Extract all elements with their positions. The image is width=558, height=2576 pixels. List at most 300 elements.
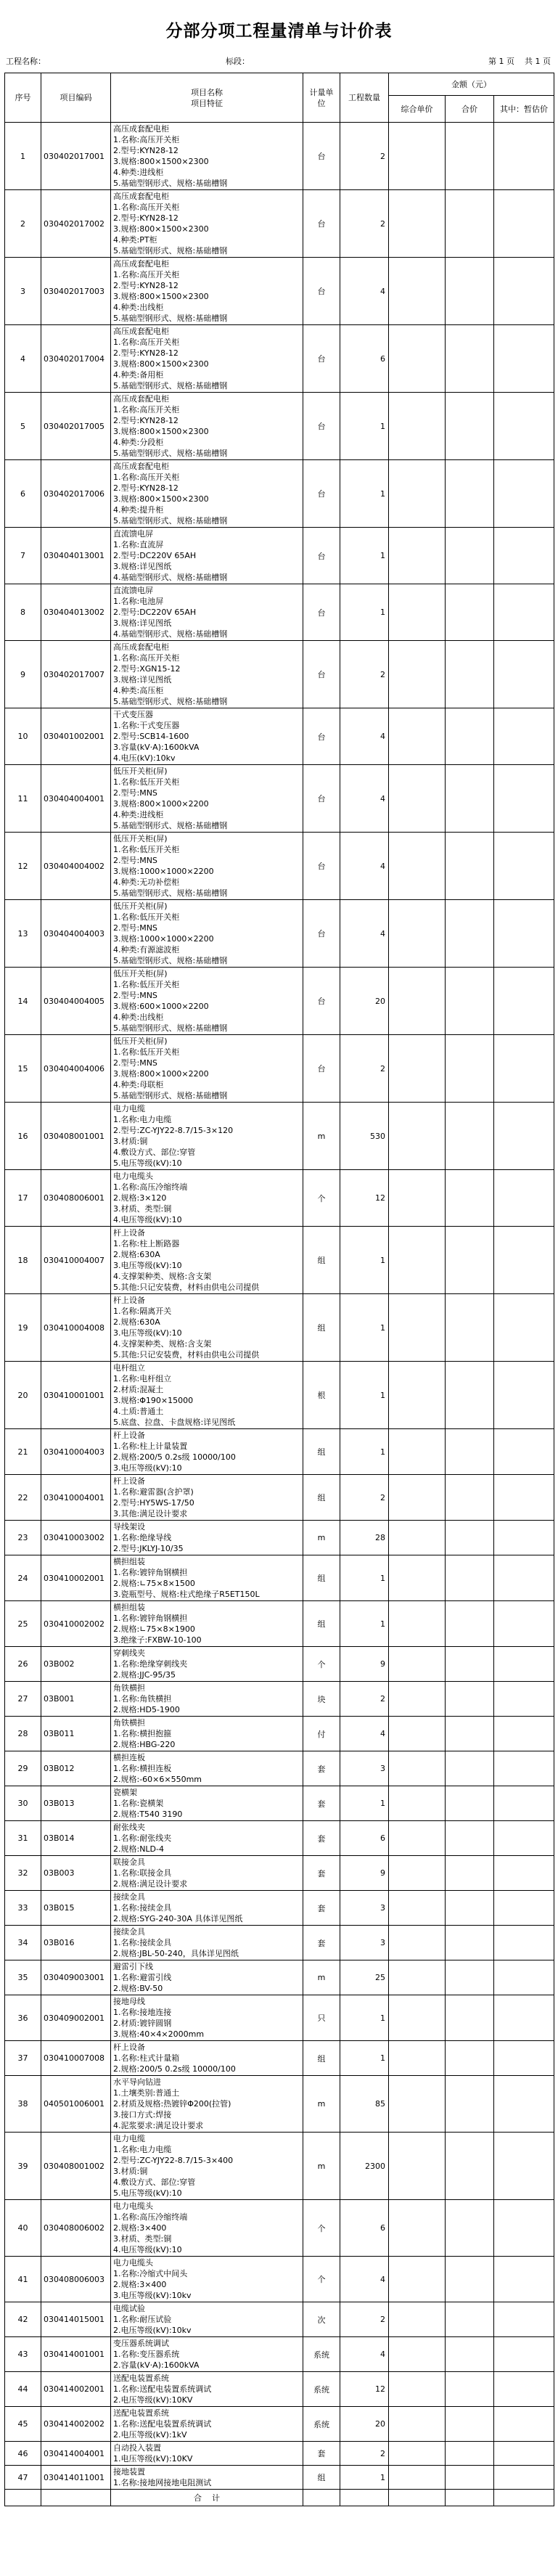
table-row: [5, 2466, 554, 2490]
item-feature: 1.名称:高压开关柜: [113, 473, 180, 482]
item-feature: 1.名称:耐张线夹: [113, 1833, 172, 1843]
provisional-price-cell: [494, 968, 554, 1035]
provisional-price-cell: [494, 1601, 554, 1647]
provisional-price-cell: [494, 2257, 554, 2302]
item-feature: 1.名称:电杆组立: [113, 1374, 172, 1383]
item-feature: 1.名称:避雷引线: [113, 1973, 172, 1982]
table-row: [5, 1751, 554, 1786]
item-name: 横担组装: [113, 1557, 145, 1566]
item-feature: 1.土壤类别:普通土: [113, 2088, 180, 2098]
unit-cell: 台: [303, 641, 340, 708]
item-name: 送配电装置系统: [113, 2373, 169, 2383]
item-feature: 2.型号:KYN28-12: [113, 416, 179, 425]
unit-cell: 套: [303, 1821, 340, 1856]
item-feature: 2.型号:MNS: [113, 856, 157, 865]
quantity-cell: 6: [340, 325, 389, 393]
item-name: 杆上设备: [113, 1296, 145, 1305]
name-feature-cell: [111, 584, 303, 641]
quantity-cell: 1: [340, 460, 389, 528]
seq-cell: 32: [5, 1856, 41, 1891]
item-name: 接续金具: [113, 1892, 145, 1902]
item-feature: 2.电压等级(kV):10KV: [113, 2395, 193, 2405]
provisional-price-cell: [494, 258, 554, 325]
name-feature-cell: [111, 460, 303, 528]
seq-cell: 30: [5, 1786, 41, 1821]
name-feature-cell: [111, 2076, 303, 2133]
item-feature: 3.绝缘子:FXBW-10-100: [113, 1635, 202, 1645]
quantity-cell: 2: [340, 1035, 389, 1103]
seq-cell: 35: [5, 1960, 41, 1995]
quantity-cell: 12: [340, 2372, 389, 2407]
seq-cell: 7: [5, 528, 41, 584]
item-feature: 2.型号:ZC-YJY22-8.7/15-3×120: [113, 1126, 234, 1135]
total-price-cell: [446, 2076, 494, 2133]
provisional-price-cell: [494, 1751, 554, 1786]
item-feature: 1.名称:电力电缆: [113, 1115, 172, 1124]
provisional-price-cell: [494, 1891, 554, 1926]
item-feature: 5.基础型钢形式、规格:基础槽钢: [113, 314, 228, 323]
provisional-price-cell: [494, 1821, 554, 1856]
item-feature: 5.电压等级(kV):10: [113, 1158, 182, 1168]
unit-cell: 台: [303, 528, 340, 584]
code-cell: 030409003001: [41, 1960, 111, 1995]
item-feature: 2.规格:3×400: [113, 2223, 167, 2233]
item-feature: 2.材质:镀锌圆钢: [113, 2019, 172, 2028]
item-name: 联接金具: [113, 1857, 145, 1867]
item-feature: 2.型号:KYN28-12: [113, 483, 179, 493]
quantity-cell: 1: [340, 528, 389, 584]
item-feature: 1.名称:高压冷缩终端: [113, 2212, 188, 2222]
item-feature: 2.型号:KYN28-12: [113, 213, 179, 223]
item-feature: 5.基础型钢形式、规格:基础槽钢: [113, 179, 228, 188]
quantity-cell: 4: [340, 1717, 389, 1751]
total-price-cell: [446, 1751, 494, 1786]
unit-cell: 付: [303, 1717, 340, 1751]
item-feature: 4.种类:进线柜: [113, 168, 164, 177]
name-feature-cell: [111, 1856, 303, 1891]
item-feature: 4.电压(kV):10kv: [113, 753, 176, 763]
quantity-cell: 4: [340, 900, 389, 968]
name-feature-cell: [111, 1717, 303, 1751]
total-price-cell: [446, 708, 494, 765]
table-row: [5, 2133, 554, 2200]
code-cell: 030404004005: [41, 968, 111, 1035]
quantity-cell: 2: [340, 1475, 389, 1521]
unit-price-cell: [389, 2041, 446, 2076]
code-cell: 03B015: [41, 1891, 111, 1926]
item-feature: 1.名称:耐压试验: [113, 2315, 172, 2324]
item-name: 低压开关柜(屏): [113, 834, 168, 843]
unit-price-cell: [389, 1103, 446, 1170]
total-price-cell: [446, 393, 494, 460]
total-price-cell: [446, 900, 494, 968]
item-feature: 1.名称:绝缘导线: [113, 1533, 172, 1542]
item-feature: 2.型号:KYN28-12: [113, 348, 179, 358]
item-name: 干式变压器: [113, 710, 153, 719]
seq-cell: 41: [5, 2257, 41, 2302]
item-feature: 1.名称:绝缘穿刺线夹: [113, 1659, 188, 1669]
table-row: [5, 2200, 554, 2257]
item-feature: 5.其他:只记安装费，材料由供电公司提供: [113, 1283, 260, 1292]
provisional-price-cell: [494, 528, 554, 584]
unit-cell: 只: [303, 1995, 340, 2041]
item-feature: 1.名称:柱上断路器: [113, 1239, 180, 1248]
item-name: 电杆组立: [113, 1363, 145, 1373]
item-feature: 2.规格:JBL-50-240，具体详见图纸: [113, 1949, 239, 1958]
item-feature: 2.容量(kV·A):1600kVA: [113, 2360, 200, 2370]
item-feature: 3.规格:800×1000×2200: [113, 1069, 209, 1079]
code-cell: 030410001001: [41, 1362, 111, 1429]
item-feature: 1.名称:瓷横架: [113, 1799, 164, 1808]
unit-price-cell: [389, 123, 446, 190]
unit-cell: 台: [303, 708, 340, 765]
quantity-cell: 4: [340, 258, 389, 325]
unit-cell: 组: [303, 1475, 340, 1521]
item-name: 低压开关柜(屏): [113, 1036, 168, 1046]
seq-cell: 8: [5, 584, 41, 641]
seq-cell: 34: [5, 1926, 41, 1960]
item-feature: 1.名称:避雷器(含护罩): [113, 1487, 194, 1497]
item-feature: 1.名称:冷缩式中间头: [113, 2269, 188, 2278]
header-total-price: 合价: [446, 96, 494, 123]
header-seq: 序号: [5, 73, 41, 123]
code-cell: 030404013002: [41, 584, 111, 641]
unit-cell: 套: [303, 2442, 340, 2466]
code-cell: 030410004007: [41, 1227, 111, 1294]
total-price-cell: [446, 528, 494, 584]
unit-price-cell: [389, 1035, 446, 1103]
unit-price-cell: [389, 2442, 446, 2466]
quantity-cell: 4: [340, 833, 389, 900]
item-feature: 1.名称:低压开关柜: [113, 777, 180, 787]
unit-price-cell: [389, 1521, 446, 1555]
table-row: [5, 2407, 554, 2442]
item-feature: 1.名称:镀锌角钢横担: [113, 1568, 188, 1577]
total-code-cell: [41, 2490, 111, 2506]
item-name: 水平导向钻进: [113, 2077, 161, 2087]
item-name: 电力电缆头: [113, 2201, 153, 2211]
name-feature-cell: [111, 2200, 303, 2257]
quantity-cell: 1: [340, 1786, 389, 1821]
unit-cell: 系统: [303, 2372, 340, 2407]
item-feature: 3.电压等级(kV):10: [113, 1261, 182, 1270]
header-amount: 金额（元）: [389, 73, 554, 96]
provisional-price-cell: [494, 1035, 554, 1103]
item-feature: 1.名称:隔离开关: [113, 1307, 172, 1316]
unit-cell: 套: [303, 1891, 340, 1926]
total-provisional-cell: [494, 2490, 554, 2506]
seq-cell: 22: [5, 1475, 41, 1521]
unit-price-cell: [389, 1555, 446, 1601]
unit-cell: m: [303, 1521, 340, 1555]
seq-cell: 2: [5, 190, 41, 258]
item-feature: 3.电压等级(kV):10: [113, 1463, 182, 1473]
seq-cell: 17: [5, 1170, 41, 1227]
provisional-price-cell: [494, 584, 554, 641]
item-feature: 5.其他:只记安装费，材料由供电公司提供: [113, 1350, 260, 1359]
unit-cell: 组: [303, 2466, 340, 2490]
unit-cell: 台: [303, 1035, 340, 1103]
item-feature: 4.土质:普通土: [113, 1407, 164, 1416]
unit-cell: 块: [303, 1682, 340, 1717]
name-feature-cell: [111, 2133, 303, 2200]
code-cell: 030414002001: [41, 2372, 111, 2407]
seq-cell: 33: [5, 1891, 41, 1926]
item-feature: 3.瓷瓶型号、规格:柱式绝缘子R5ET150L: [113, 1590, 260, 1599]
provisional-price-cell: [494, 1521, 554, 1555]
table-row: [5, 325, 554, 393]
code-cell: 030408001002: [41, 2133, 111, 2200]
seq-cell: 10: [5, 708, 41, 765]
unit-price-cell: [389, 900, 446, 968]
unit-price-cell: [389, 1717, 446, 1751]
provisional-price-cell: [494, 2302, 554, 2337]
total-price-cell: [446, 190, 494, 258]
item-name: 接地母线: [113, 1997, 145, 2006]
total-price-cell: [446, 2302, 494, 2337]
seq-cell: 29: [5, 1751, 41, 1786]
table-row: [5, 393, 554, 460]
quantity-cell: 530: [340, 1103, 389, 1170]
unit-price-cell: [389, 2372, 446, 2407]
name-feature-cell: [111, 2337, 303, 2372]
provisional-price-cell: [494, 1227, 554, 1294]
document-info-line: [4, 55, 554, 68]
header-name: 项目名称: [191, 87, 223, 97]
unit-price-cell: [389, 1926, 446, 1960]
provisional-price-cell: [494, 1926, 554, 1960]
unit-cell: 组: [303, 1294, 340, 1362]
header-row: [5, 73, 554, 96]
table-row: [5, 2302, 554, 2337]
unit-cell: 组: [303, 2041, 340, 2076]
item-feature: 3.规格:1000×1000×2200: [113, 867, 214, 876]
code-cell: 030402017004: [41, 325, 111, 393]
page-total: 共 1 页: [525, 57, 551, 66]
total-price-cell: [446, 1475, 494, 1521]
quantity-cell: 6: [340, 1821, 389, 1856]
table-row: [5, 1786, 554, 1821]
code-cell: 030409002001: [41, 1995, 111, 2041]
item-feature: 3.规格:1000×1000×2200: [113, 934, 214, 944]
total-price-cell: [446, 1294, 494, 1362]
item-name: 高压成套配电柜: [113, 327, 169, 336]
unit-price-cell: [389, 1647, 446, 1682]
unit-cell: 个: [303, 2200, 340, 2257]
table-row: [5, 1960, 554, 1995]
item-feature: 4.种类:PT柜: [113, 235, 157, 245]
table-row: [5, 1682, 554, 1717]
provisional-price-cell: [494, 2041, 554, 2076]
table-row: [5, 1995, 554, 2041]
quantity-cell: 1: [340, 2466, 389, 2490]
unit-cell: 组: [303, 1601, 340, 1647]
item-name: 电力电缆: [113, 2134, 145, 2143]
name-feature-cell: [111, 1227, 303, 1294]
item-feature: 2.型号:MNS: [113, 1058, 157, 1068]
total-price-cell: [446, 1682, 494, 1717]
code-cell: 030402017005: [41, 393, 111, 460]
seq-cell: 39: [5, 2133, 41, 2200]
item-feature: 1.名称:高压开关柜: [113, 135, 180, 144]
unit-price-cell: [389, 1821, 446, 1856]
code-cell: 040501006001: [41, 2076, 111, 2133]
seq-cell: 13: [5, 900, 41, 968]
name-feature-cell: [111, 1891, 303, 1926]
quantity-cell: 2: [340, 1682, 389, 1717]
provisional-price-cell: [494, 2372, 554, 2407]
item-feature: 2.电压等级(kV):10kv: [113, 2326, 192, 2335]
item-name: 接地装置: [113, 2467, 145, 2477]
item-feature: 2.型号:HY5WS-17/50: [113, 1498, 194, 1508]
name-feature-cell: [111, 1103, 303, 1170]
table-row: [5, 1856, 554, 1891]
code-cell: 030402017007: [41, 641, 111, 708]
quantity-cell: 2: [340, 2302, 389, 2337]
table-row: [5, 641, 554, 708]
item-feature: 2.规格:3×400: [113, 2280, 167, 2289]
seq-cell: 23: [5, 1521, 41, 1555]
seq-cell: 9: [5, 641, 41, 708]
item-feature: 4.种类:无功补偿柜: [113, 878, 180, 887]
project-name-label: 工程名称：: [6, 57, 46, 66]
item-name: 直流馈电屏: [113, 586, 153, 595]
table-row: [5, 968, 554, 1035]
total-price-cell: [446, 1995, 494, 2041]
item-feature: 1.名称:干式变压器: [113, 721, 180, 730]
unit-price-cell: [389, 325, 446, 393]
name-feature-cell: [111, 325, 303, 393]
item-feature: 1.名称:送配电装置系统调试: [113, 2384, 212, 2394]
code-cell: 030410004001: [41, 1475, 111, 1521]
name-feature-cell: [111, 1521, 303, 1555]
item-name: 高压成套配电柜: [113, 462, 169, 471]
quantity-cell: 1: [340, 1362, 389, 1429]
table-row: [5, 2372, 554, 2407]
header-unit-price: 综合单价: [389, 96, 446, 123]
seq-cell: 38: [5, 2076, 41, 2133]
item-feature: 3.规格:800×1500×2300: [113, 494, 209, 504]
provisional-price-cell: [494, 1170, 554, 1227]
quantity-cell: 3: [340, 1891, 389, 1926]
item-feature: 4.敷设方式、部位:穿管: [113, 2178, 196, 2187]
provisional-price-cell: [494, 1856, 554, 1891]
name-feature-cell: [111, 2372, 303, 2407]
unit-price-cell: [389, 1227, 446, 1294]
unit-price-cell: [389, 1891, 446, 1926]
provisional-price-cell: [494, 833, 554, 900]
total-price-cell: [446, 2200, 494, 2257]
item-feature: 2.规格:200/5 0.2s级 10000/100: [113, 1452, 236, 1462]
unit-cell: 根: [303, 1362, 340, 1429]
quantity-cell: 20: [340, 2407, 389, 2442]
unit-cell: m: [303, 2076, 340, 2133]
name-feature-cell: [111, 708, 303, 765]
item-feature: 3.规格:800×1500×2300: [113, 427, 209, 436]
total-price-cell: [446, 1227, 494, 1294]
provisional-price-cell: [494, 325, 554, 393]
table-row: [5, 190, 554, 258]
table-row: [5, 584, 554, 641]
unit-cell: 套: [303, 1926, 340, 1960]
unit-price-cell: [389, 393, 446, 460]
table-row: [5, 2041, 554, 2076]
item-feature: 1.名称:电力电缆: [113, 2145, 172, 2154]
item-feature: 3.容量(kV·A):1600kVA: [113, 743, 200, 752]
item-feature: 3.材质:铜: [113, 2167, 148, 2176]
table-row: [5, 1227, 554, 1294]
total-price-cell: [446, 1856, 494, 1891]
item-name: 避雷引下线: [113, 1962, 153, 1971]
provisional-price-cell: [494, 1682, 554, 1717]
unit-cell: 台: [303, 968, 340, 1035]
code-cell: 030402017006: [41, 460, 111, 528]
total-price-cell: [446, 2133, 494, 2200]
unit-price-cell: [389, 1960, 446, 1995]
item-name: 瓷横架: [113, 1788, 137, 1797]
quantity-cell: 1: [340, 1995, 389, 2041]
provisional-price-cell: [494, 2133, 554, 2200]
total-price-cell: [446, 2257, 494, 2302]
name-feature-cell: [111, 1821, 303, 1856]
seq-cell: 3: [5, 258, 41, 325]
item-feature: 2.型号:MNS: [113, 991, 157, 1000]
provisional-price-cell: [494, 1555, 554, 1601]
item-feature: 1.名称:接地连接: [113, 2008, 172, 2017]
table-row: [5, 2257, 554, 2302]
provisional-price-cell: [494, 190, 554, 258]
total-row: [5, 2490, 554, 2506]
quantity-cell: 9: [340, 1647, 389, 1682]
seq-cell: 26: [5, 1647, 41, 1682]
unit-price-cell: [389, 190, 446, 258]
code-cell: 030408006003: [41, 2257, 111, 2302]
total-price-cell: [446, 1786, 494, 1821]
item-feature: 3.接口方式:焊接: [113, 2110, 172, 2119]
quantity-cell: 4: [340, 708, 389, 765]
provisional-price-cell: [494, 1647, 554, 1682]
item-feature: 1.名称:送配电装置系统调试: [113, 2419, 212, 2429]
item-name: 自动投入装置: [113, 2443, 161, 2453]
unit-price-cell: [389, 765, 446, 833]
item-feature: 1.名称:柱式计量箱: [113, 2053, 180, 2063]
item-name: 低压开关柜(屏): [113, 766, 168, 776]
item-feature: 1.名称:电池屏: [113, 597, 164, 606]
item-name: 穿刺线夹: [113, 1648, 145, 1658]
item-feature: 2.规格:∟75×8×1900: [113, 1624, 195, 1634]
unit-price-cell: [389, 641, 446, 708]
item-name: 电力电缆头: [113, 1172, 153, 1181]
item-feature: 2.规格:满足设计要求: [113, 1879, 188, 1889]
provisional-price-cell: [494, 1717, 554, 1751]
unit-price-cell: [389, 258, 446, 325]
total-price-cell: [446, 1960, 494, 1995]
provisional-price-cell: [494, 2466, 554, 2490]
unit-cell: 台: [303, 258, 340, 325]
code-cell: 030410002001: [41, 1555, 111, 1601]
code-cell: 03B001: [41, 1682, 111, 1717]
provisional-price-cell: [494, 393, 554, 460]
item-feature: 2.型号:ZC-YJY22-8.7/15-3×400: [113, 2156, 234, 2165]
quantity-cell: 4: [340, 2257, 389, 2302]
seq-cell: 11: [5, 765, 41, 833]
total-price-cell: [446, 460, 494, 528]
item-feature: 3.规格:800×1500×2300: [113, 157, 209, 166]
seq-cell: 45: [5, 2407, 41, 2442]
item-name: 杆上设备: [113, 1476, 145, 1486]
total-price-cell: [446, 1555, 494, 1601]
name-feature-cell: [111, 2302, 303, 2337]
